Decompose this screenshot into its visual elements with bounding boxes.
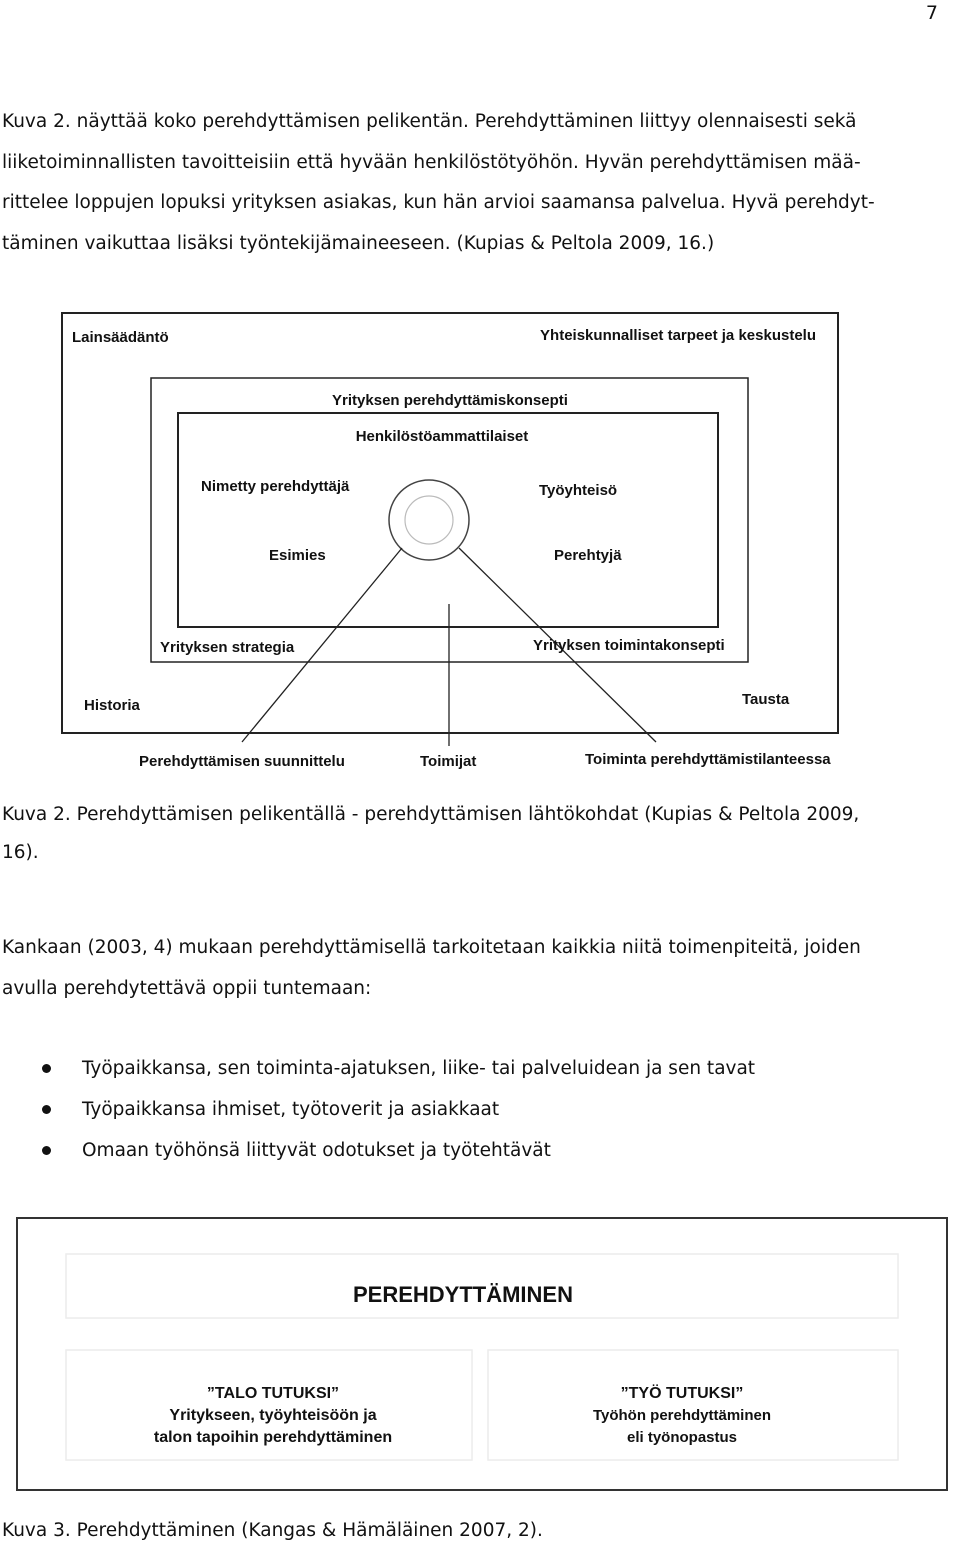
list-item (0, 1089, 755, 1130)
bullet-list (0, 1048, 755, 1171)
list-item-text: Työpaikkansa, sen toiminta-ajatuksen, liike- tai palveluidean ja sen tavat (82, 1058, 756, 1079)
figure-3-diagram (0, 1210, 960, 1510)
label-historia: Historia (84, 697, 140, 714)
list-item (0, 1048, 755, 1089)
label-nimetty-perehdyttaja: Nimetty perehdyttäjä (201, 478, 350, 495)
figure-3-frame (17, 1218, 947, 1490)
figure-3-right-line: Työhön perehdyttäminen (592, 1407, 772, 1424)
page-number: 7 (925, 2, 938, 24)
label-esimies: Esimies (269, 547, 326, 564)
label-perehtyja: Perehtyjä (554, 547, 622, 564)
figure-3-title: PEREHDYTTÄMINEN (352, 1282, 574, 1307)
intro-paragraph (2, 102, 958, 264)
list-item (0, 1130, 755, 1171)
label-toimintakonsepti: Yrityksen toimintakonsepti (533, 637, 725, 654)
list-item-text: Omaan työhönsä liittyvät odotukset ja työtehtävät (82, 1140, 551, 1161)
figure-3-left-line: talon tapoihin perehdyttäminen (153, 1429, 393, 1446)
intro-line: täminen vaikuttaa lisäksi työntekijämaineeseen. (Kupias & Peltola 2009, 16.) (2, 232, 715, 254)
figure-2-caption (2, 796, 958, 872)
label-suunnittelu: Perehdyttämisen suunnittelu (139, 753, 345, 770)
intro-line: liiketoiminnallisten tavoitteisiin että hyvään henkilöstötyöhön. Hyvän perehdyttämisen mää- (2, 151, 861, 173)
label-toiminta: Toiminta perehdyttämistilanteessa (585, 751, 831, 768)
label-lainsaadanto: Lainsäädäntö (72, 329, 169, 346)
label-tausta: Tausta (742, 691, 790, 708)
bullet-icon (42, 1146, 51, 1155)
intro-line: Kuva 2. näyttää koko perehdyttämisen pelikentän. Perehdyttäminen liittyy olennaisesti sekä (2, 111, 857, 132)
figure-3-right-line: eli työnopastus (626, 1429, 738, 1446)
label-tyoyhteiso: Työyhteisö (539, 482, 618, 499)
caption-line: Kuva 2. Perehdyttämisen pelikentällä - perehdyttämisen lähtökohdat (Kupias & Peltola 2009, (2, 804, 860, 825)
label-strategia: Yrityksen strategia (160, 639, 295, 656)
professionals-frame (178, 413, 718, 627)
figure-3-right-heading: ”TYÖ TUTUKSI” (620, 1385, 744, 1402)
figure-2-diagram (0, 300, 960, 780)
bullet-icon (42, 1105, 51, 1114)
list-item-text: Työpaikkansa ihmiset, työtoverit ja asiakkaat (82, 1099, 500, 1120)
caption-line: 16). (2, 842, 39, 863)
figure-3-left-line: Yritykseen, työyhteisöön ja (169, 1407, 377, 1424)
intro-line: rittelee loppujen lopuksi yrityksen asiakas, kun hän arvioi saamansa palvelua. Hyvä perehdyt- (2, 192, 875, 213)
figure-3-left-heading: ”TALO TUTUKSI” (206, 1385, 340, 1402)
paragraph-2 (2, 928, 958, 1009)
bullet-icon (42, 1064, 51, 1073)
paragraph-line: avulla perehdytettävä oppii tuntemaan: (2, 977, 372, 999)
label-toimijat: Toimijat (420, 753, 477, 770)
paragraph-line: Kankaan (2003, 4) mukaan perehdyttämisellä tarkoitetaan kaikkia niitä toimenpiteitä, joiden (2, 937, 861, 958)
label-yhteiskunnalliset: Yhteiskunnalliset tarpeet ja keskustelu (540, 327, 816, 344)
outer-circle (389, 480, 469, 560)
figure-3-caption: Kuva 3. Perehdyttäminen (Kangas & Hämäläinen 2007, 2). (2, 1520, 543, 1541)
label-henkilostoammattilaiset: Henkilöstöammattilaiset (355, 428, 529, 445)
label-konsepti: Yrityksen perehdyttämiskonsepti (332, 392, 568, 409)
inner-circle (405, 496, 453, 544)
